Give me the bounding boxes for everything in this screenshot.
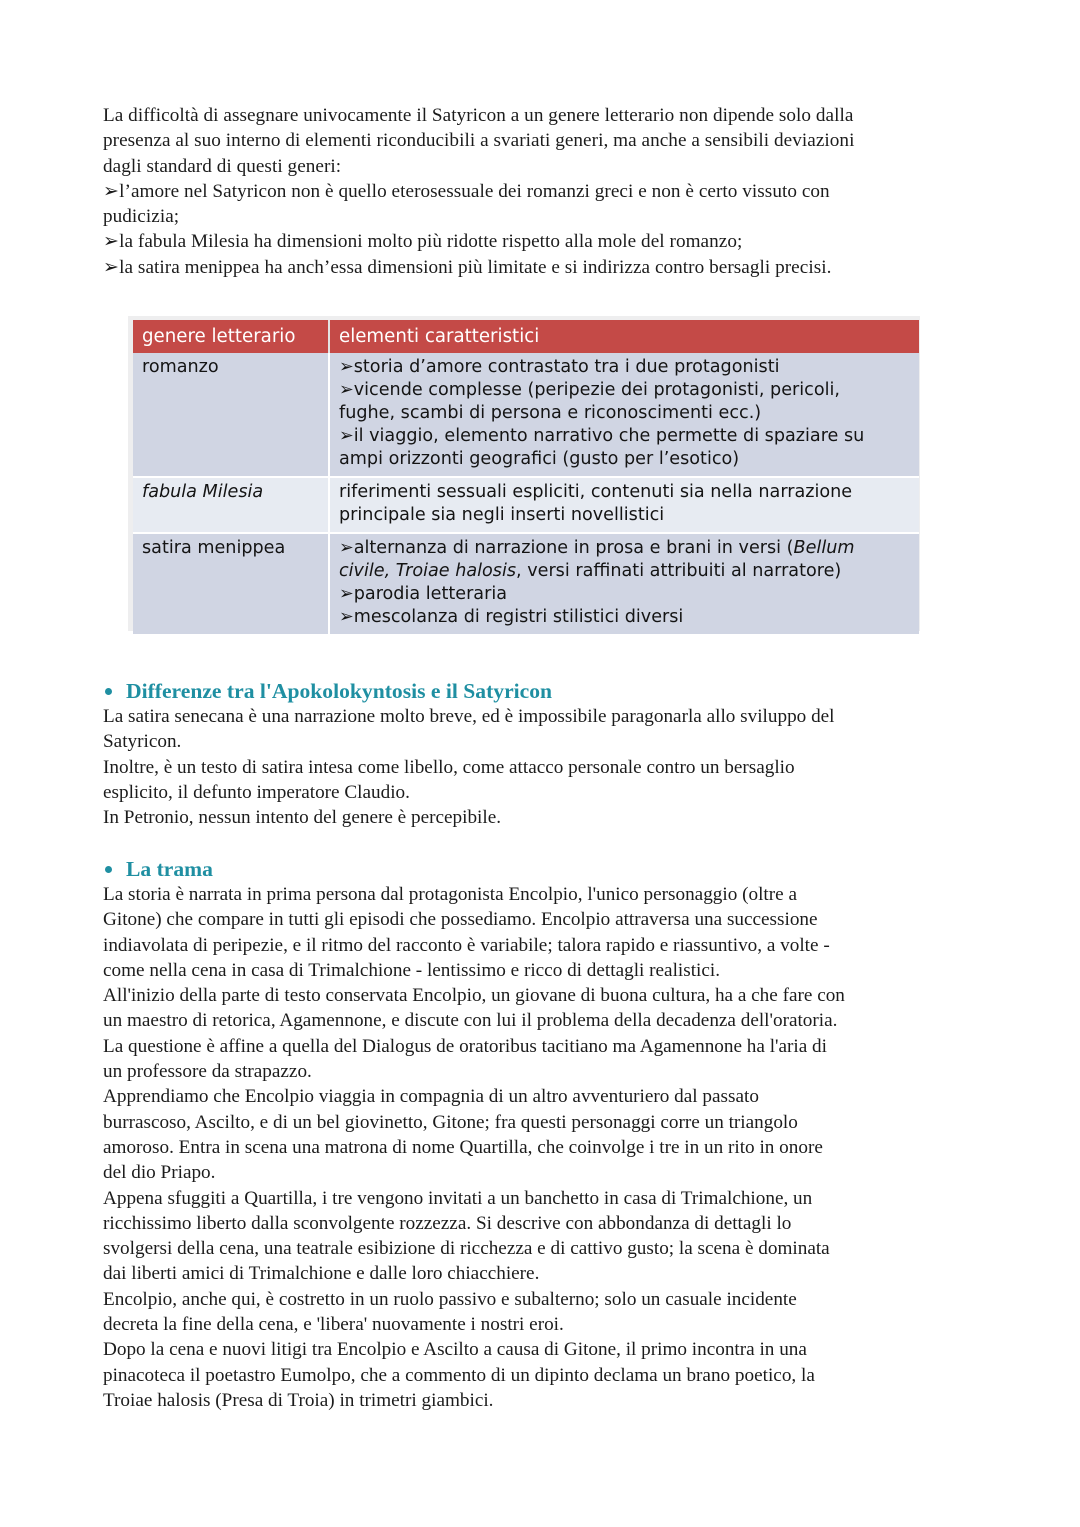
intro-line: ➢la satira menippea ha anch’essa dimensioni più limitate e si indirizza contro bersagli precisi. — [103, 256, 832, 278]
body-line: Appena sfuggiti a Quartilla, i tre vengono invitati a un banchetto in casa di Trimalchione, un — [103, 1187, 813, 1209]
cell-line: ➢storia d’amore contrastato tra i due protagonisti — [339, 357, 780, 377]
genre-table — [133, 320, 919, 634]
intro-line: La difficoltà di assegnare univocamente il Satyricon a un genere letterario non dipende solo dalla — [103, 105, 854, 126]
header-genre: genere letterario — [133, 320, 329, 353]
body-line: pinacoteca il poetastro Eumolpo, che a commento di un dipinto declama un brano poetico, la — [103, 1364, 815, 1386]
body-line: Apprendiamo che Encolpio viaggia in compagnia di un altro avventuriero dal passato — [103, 1086, 759, 1108]
body-line: indiavolata di peripezie, e il ritmo del racconto è variabile; talora rapido e riassuntivo, a volte - — [103, 934, 830, 956]
cell-text: ➢alternanza di narrazione in prosa e brani in versi ( — [339, 538, 794, 558]
intro-line: presenza al suo interno di elementi riconducibili a svariati generi, ma anche a sensibili deviazioni — [103, 130, 855, 152]
bullet-icon — [105, 688, 112, 695]
intro-paragraph — [103, 103, 983, 280]
body-line: Encolpio, anche qui, è costretto in un ruolo passivo e subalterno; solo un casuale incidente — [103, 1288, 797, 1310]
body-line: Gitone) che compare in tutti gli episodi che possediamo. Encolpio attraversa una successione — [103, 909, 818, 931]
body-line: burrascoso, Ascilto, e di un bel giovinetto, Gitone; fra questi personaggi corre un triangolo — [103, 1111, 798, 1133]
table-header-row — [133, 320, 919, 353]
elements-cell — [329, 353, 919, 477]
body-line: Dopo la cena e nuovi litigi tra Encolpio e Ascilto a causa di Gitone, il primo incontra in una — [103, 1339, 807, 1361]
section-title: La trama — [126, 857, 213, 881]
cell-line — [339, 537, 910, 560]
section-heading — [103, 856, 983, 882]
table-row — [133, 533, 919, 634]
body-line: decreta la fine della cena, e 'libera' nuovamente i nostri eroi. — [103, 1314, 564, 1336]
body-line: come nella cena in casa di Trimalchione - lentissimo e ricco di dettagli realistici. — [103, 959, 721, 981]
cell-line: fughe, scambi di persona e riconoscimenti ecc.) — [339, 403, 762, 423]
body-line: un maestro di retorica, Agamennone, e discute con lui il problema della decadenza dell'oratoria. — [103, 1010, 838, 1032]
intro-line: pudicizia; — [103, 206, 180, 228]
intro-line: dagli standard di questi generi: — [103, 155, 342, 177]
body-line: amoroso. Entra in scena una matrona di nome Quartilla, che coinvolge i tre in un rito in onore — [103, 1136, 823, 1158]
body-line: esplicito, il defunto imperatore Claudio. — [103, 781, 410, 803]
section-differences — [103, 678, 983, 830]
body-line: dai liberti amici di Trimalchione e dalle loro chiacchiere. — [103, 1263, 540, 1285]
body-line: un professore da strapazzo. — [103, 1061, 312, 1083]
elements-cell — [329, 533, 919, 634]
genre-cell: romanzo — [133, 353, 329, 477]
cell-line: ampi orizzonti geografici (gusto per l’esotico) — [339, 449, 740, 469]
body-line: La questione è affine a quella del Dialogus de oratoribus tacitiano ma Agamennone ha l'aria di — [103, 1035, 827, 1057]
cell-line: principale sia negli inserti novellistici — [339, 505, 665, 525]
cell-text-italic: civile, Troiae halosis — [339, 561, 517, 581]
section-plot — [103, 856, 983, 1413]
body-line: Troiae halosis (Presa di Troia) in trimetri giambici. — [103, 1389, 494, 1411]
cell-line: riferimenti sessuali espliciti, contenuti sia nella narrazione — [339, 482, 853, 502]
cell-text: , versi raffinati attribuiti al narratore) — [516, 561, 842, 581]
body-line: La storia è narrata in prima persona dal protagonista Encolpio, l'unico personaggio (oltre a — [103, 884, 797, 905]
genre-cell: satira menippea — [133, 533, 329, 634]
table-row — [133, 477, 919, 533]
body-line: ricchissimo liberto dalla sconvolgente rozzezza. Si descrive con abbondanza di dettagli lo — [103, 1212, 792, 1234]
body-line: del dio Priapo. — [103, 1162, 216, 1184]
cell-text-italic: Bellum — [793, 538, 855, 558]
cell-line: ➢parodia letteraria — [339, 584, 507, 604]
body-line: In Petronio, nessun intento del genere è percepibile. — [103, 807, 502, 829]
elements-cell — [329, 477, 919, 533]
section-title: Differenze tra l'Apokolokyntosis e il Satyricon — [126, 679, 553, 703]
intro-line: ➢la fabula Milesia ha dimensioni molto più ridotte rispetto alla mole del romanzo; — [103, 231, 743, 253]
body-line: La satira senecana è una narrazione molto breve, ed è impossibile paragonarla allo sviluppo del — [103, 706, 835, 727]
genre-table-container — [128, 316, 920, 631]
cell-line: ➢vicende complesse (peripezie dei protagonisti, pericoli, — [339, 380, 840, 400]
table-row — [133, 353, 919, 477]
body-line: All'inizio della parte di testo conservata Encolpio, un giovane di buona cultura, ha a che fare con — [103, 985, 845, 1007]
body-line: Inoltre, è un testo di satira intesa come libello, come attacco personale contro un bersaglio — [103, 756, 795, 778]
body-line: Satyricon. — [103, 731, 182, 753]
cell-line: ➢mescolanza di registri stilistici diversi — [339, 607, 684, 627]
section-heading — [103, 678, 983, 704]
cell-line — [339, 560, 910, 583]
cell-line: ➢il viaggio, elemento narrativo che permette di spaziare su — [339, 426, 865, 446]
intro-line: ➢l’amore nel Satyricon non è quello eterosessuale dei romanzi greci e non è certo vissuto con — [103, 180, 830, 202]
header-elements: elementi caratteristici — [329, 320, 919, 353]
bullet-icon — [105, 866, 112, 873]
genre-cell: fabula Milesia — [133, 477, 329, 533]
body-line: svolgersi della cena, una teatrale esibizione di ricchezza e di cattivo gusto; la scena è dominata — [103, 1238, 830, 1260]
